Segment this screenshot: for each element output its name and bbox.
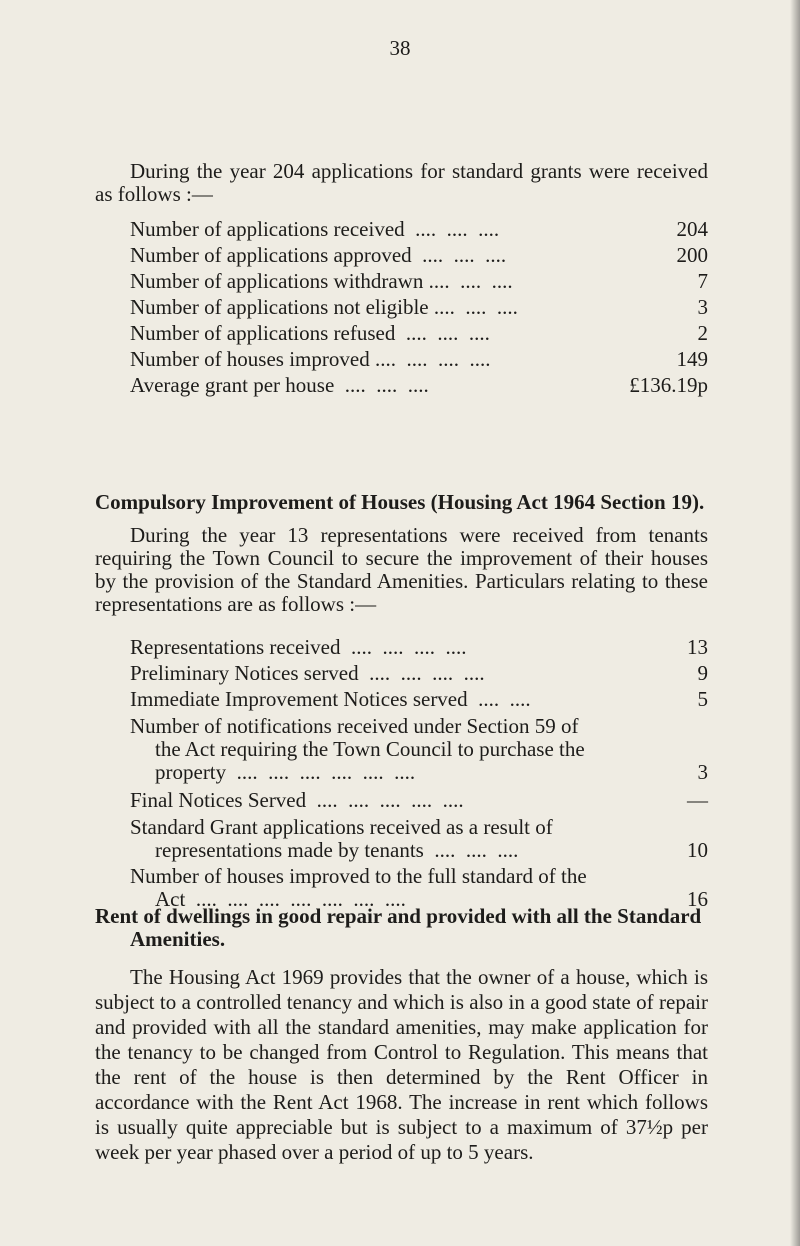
item-label: Preliminary Notices served .... .... .... .... [130,661,485,685]
item-label: Number of houses improved to the full standard of the [130,864,587,888]
item-label: Standard Grant applications received as a result of [130,815,553,839]
item-label: Average grant per house .... .... .... [130,373,429,397]
list-item [130,634,708,660]
item-label: representations made by tenants .... .... .... [155,838,519,862]
item-label: the Act requiring the Town Council to purchase the [155,737,585,761]
list-item [130,346,708,372]
grants-intro: During the year 204 applications for standard grants were received as follows :— [95,159,708,206]
item-label: Act .... .... .... .... .... .... .... [155,887,406,911]
item-value: — [687,788,708,812]
compulsory-section [95,491,708,616]
rent-section [95,905,708,1165]
item-value: 16 [687,887,708,911]
item-value: 10 [687,838,708,862]
item-value: 9 [697,661,708,685]
item-label: Immediate Improvement Notices served .... .... [130,687,531,711]
list-item [130,816,708,862]
item-value: 200 [676,243,708,267]
list-item [130,686,708,712]
list-item [130,320,708,346]
page-number: 38 [389,36,411,60]
item-value: 5 [697,687,708,711]
list-item [130,242,708,268]
rent-body: The Housing Act 1969 provides that the owner of a house, which is subject to a controlled tenancy and which is also in a good state of repair and provided with all the standard amenities, may make application for the tenancy to be changed from Control to Regulation. This means that the rent of the house is then determined by the Rent Officer in accordance with the Rent Act 1968. The increase in rent which follows is usually quite appreciable but is subject to a maximum of 37½p per week per year phased over a period of up to 5 years. [95,965,708,1164]
item-label: Number of houses improved .... .... .... .... [130,347,491,371]
item-label: Number of applications refused .... .... .... [130,321,490,345]
compulsory-intro: During the year 13 representations were received from tenants requiring the Town Council to secure the improvement of their houses by the provision of the Standard Amenities. Particulars relating to these representations are as follows :— [95,523,708,616]
heading-line: Amenities. [130,927,226,951]
list-item [130,715,708,784]
item-label: Final Notices Served .... .... .... .... .... [130,788,464,812]
item-value: 3 [697,760,708,784]
heading-line: Rent of dwellings in good repair and provided with all the Standard [95,904,702,928]
item-label: Number of applications received .... .... .... [130,217,500,241]
list-item [130,787,708,813]
item-label: Number of applications withdrawn .... .... .... [130,269,513,293]
item-label: Number of applications approved .... .... .... [130,243,507,267]
list-item [130,372,708,398]
compulsory-list [130,634,708,914]
grants-list [130,216,708,398]
item-label: Representations received .... .... .... .... [130,635,467,659]
page-edge-shadow [790,0,800,1246]
item-value: 2 [697,321,708,345]
item-value: 7 [697,269,708,293]
item-value: 204 [676,217,708,241]
section-heading [95,905,708,951]
item-value: 13 [687,635,708,659]
grants-section [95,160,708,206]
item-label: property .... .... .... .... .... .... [155,760,416,784]
list-item [130,660,708,686]
list-item [130,294,708,320]
section-heading: Compulsory Improvement of Houses (Housing Act 1964 Section 19). [95,490,705,514]
item-value: £136.19p [629,373,708,397]
list-item [130,216,708,242]
list-item [130,268,708,294]
item-value: 149 [676,347,708,371]
item-label: Number of applications not eligible .... .... .... [130,295,518,319]
item-value: 3 [697,295,708,319]
item-label: Number of notifications received under Section 59 of [130,714,579,738]
